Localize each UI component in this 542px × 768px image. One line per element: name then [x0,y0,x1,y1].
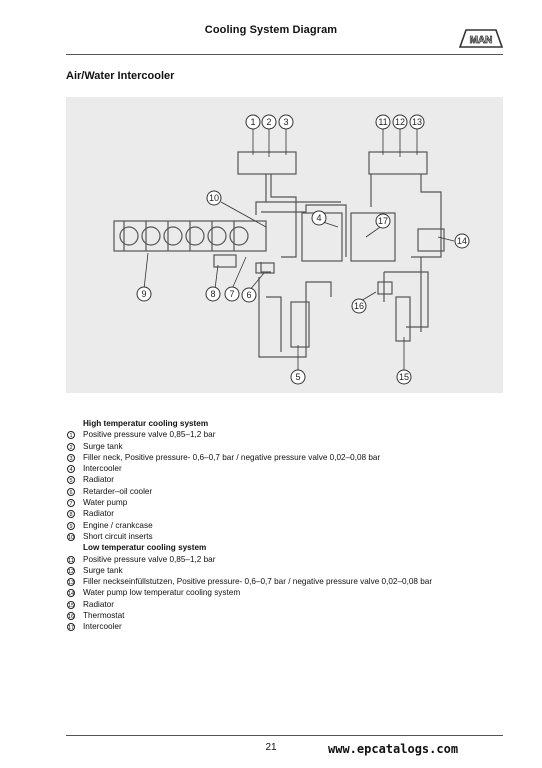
engine-cylinders [120,227,248,245]
callout-3 [279,115,293,129]
legend-item: 10 Short circuit inserts [68,531,153,541]
legend-item: 5 Radiator [66,474,503,485]
legend-item: 13 Filler neckseinfüllstutzen, Positive pressure- 0,6–0,7 bar / negative pressure valve 0,02–0,08 bar [68,577,433,587]
legend-number: 13 [68,580,75,587]
engine-pistons [124,221,234,251]
legend-number: 6 [67,488,75,496]
legend-item: 15 Radiator [68,599,114,609]
callout-10 [207,191,221,205]
legend-item: 12 Surge tank [68,565,123,575]
svg-text:17: 17 [377,216,389,226]
radiator-15 [396,297,410,341]
callout-17 [376,214,390,228]
header-divider [66,54,503,55]
cooling-diagram-svg [66,97,503,393]
callout-6 [242,288,256,302]
svg-text:2: 2 [266,117,272,127]
lt-pipe-main [371,174,441,332]
legend-item: 3 Filler neck, Positive pressure- 0,6–0,7 bar / negative pressure valve 0,02–0,08 bar [66,452,503,463]
ht-surge-tank [238,152,296,174]
svg-text:4: 4 [316,213,322,223]
watermark-link[interactable]: www.epcatalogs.com [328,742,459,756]
legend-number: 16 [68,614,75,621]
callout-1 [246,115,260,129]
svg-text:7: 7 [229,289,235,299]
svg-text:14: 14 [456,236,468,246]
water-pump-lt [418,229,444,251]
svg-text:16: 16 [353,301,365,311]
svg-text:9: 9 [141,289,147,299]
svg-text:12: 12 [394,117,406,127]
legend-item: 11 Positive pressure valve 0,85–1,2 bar [68,554,216,564]
callout-13 [410,115,424,129]
svg-text:1: 1 [250,117,256,127]
lt-surge-tank [369,152,427,174]
legend-item: 7 Water pump [66,497,503,508]
legend-item: 14 Water pump low temperatur cooling system [68,588,241,598]
callout-4 [312,211,326,225]
radiator-5-pipe [259,277,331,357]
svg-text:13: 13 [411,117,423,127]
legend-low-title: Low temperatur cooling system [83,543,207,553]
callout-7 [225,287,239,301]
legend-number: 5 [67,476,75,484]
legend-number: 17 [68,625,75,632]
section-title: Air/Water Intercooler [66,70,175,82]
callout-8 [206,287,220,301]
svg-text:5: 5 [295,372,301,382]
legend [66,418,503,633]
legend-number: 11 [68,557,74,564]
callout-12 [393,115,407,129]
ht-pipe-main [256,174,296,272]
page-title: Cooling System Diagram [204,24,338,36]
page-number: 21 [265,742,277,753]
legend-item: 2 Surge tank [66,441,503,452]
legend-number: 3 [67,454,75,462]
legend-item: 8 Radiator [66,508,503,519]
legend-item: 1 Positive pressure valve 0,85–1,2 bar [66,429,503,440]
callout-16 [352,299,366,313]
legend-number: 7 [67,499,75,507]
legend-item: 4 Intercooler [66,463,503,474]
legend-number: 8 [67,510,75,518]
legend-number: 1 [67,431,75,439]
callout-15 [397,370,411,384]
legend-number: 2 [67,443,75,451]
legend-item: 6 Retarder–oil cooler [66,486,503,497]
legend-number: 9 [67,522,75,530]
svg-text:8: 8 [210,289,216,299]
cooling-diagram [66,97,503,393]
legend-number: 10 [68,534,75,541]
man-logo [458,27,504,49]
svg-text:6: 6 [246,290,252,300]
logo-text: MAN [469,35,493,46]
radiator-8 [214,255,236,267]
ht-pipe-loop [261,202,346,257]
legend-number: 14 [68,591,75,598]
legend-number: 4 [67,465,75,473]
callout-11 [376,115,390,129]
legend-high-title: High temperatur cooling system [83,419,209,428]
svg-text:11: 11 [378,117,388,127]
svg-text:3: 3 [283,117,289,127]
legend-item: 17 Intercooler [68,622,122,632]
svg-text:15: 15 [398,372,410,382]
legend-item: 16 Thermostat [68,611,125,621]
callout-5 [291,370,305,384]
legend-number: 15 [68,602,75,609]
svg-text:10: 10 [208,193,220,203]
thermostat [378,282,392,294]
footer-divider [66,735,503,736]
legend-item: 9 Engine / crankcase [66,520,503,531]
callout-14 [455,234,469,248]
callout-9 [137,287,151,301]
legend-number: 12 [68,568,75,575]
callout-2 [262,115,276,129]
